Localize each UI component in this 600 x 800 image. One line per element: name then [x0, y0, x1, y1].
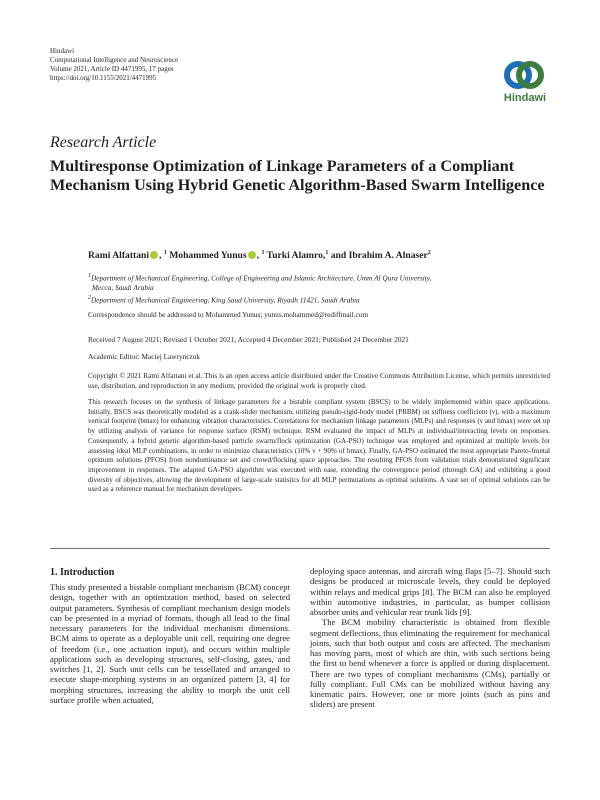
section-heading: 1. Introduction — [50, 567, 115, 578]
article-type: Research Article — [50, 134, 157, 151]
divider — [50, 548, 550, 549]
abstract: This research focuses on the synthesis of linkage parameters for a bistable compliant system (BSCS) to be widely implemented within space applications. Initially, BSCS was theoretically modeled as a crank-slider mechanism, utilizing pseudo-rigid-body model (PRBM) on stiffness coefficient (ν), with a maximum vertical footprint (bmax) for enhancing vibration characteristics. Correlations for mechanism linkage parameters (MLPs) and responses (ν and bmax) were set up by utilizing analysis of variance for response surface (RSM) technique. RSM evaluated the impact of MLPs at individual/interacting levels on responses. Consequently, a hybrid genetic algorithm-based particle swarm/flock optimization (GA-PSO) technique was employed and optimized at multiple levels for assessing ideal MLP combinations, in order to minimize characteristics (10% ν + 90% of bmax). Finally, GA-PSO estimated the most appropriate Pareto-frontal optimum solutions (PFOS) from nondominance set and crowd/flocking space approaches. The resulting PFOS from validation trials demonstrated significant improvement in responses. The adapted GA-PSO algorithm was executed with ease, extending the convergence period (through GA) and exhibiting a good diversity of objectives, allowing the development of large-scale statistics for all MLP permutations as optimal solutions. A vast set of optimal solutions can be used as a reference manual for mechanism developers. — [88, 398, 550, 494]
body-column-left — [50, 582, 290, 705]
copyright-notice: Copyright © 2021 Rami Alfattani et al. This is an open access article distributed under the Creative Commons Attribution License, which permits unrestricted use, distribution, and reproduction in any medium, provided the original work is properly cited. — [88, 371, 550, 390]
journal-name: Computational Intelligence and Neuroscience — [50, 56, 179, 64]
author-name: Mohammed Yunus — [169, 250, 247, 262]
author-name: Rami Alfattani — [88, 250, 150, 262]
paragraph: This study presented a bistable compliant mechanism (BCM) concept design, together with an optimization method, based on selected output parameters. Synthesis of compliant mechanism design models can be presented in a myriad of formats, though all lead to the final necessary parameters for the individual mechanism dimensions. BCM aims to operate as a deployable unit cell, requiring one degree of freedom (i.e., one actuation input), and occurs within multiple applications such as developing structures, self-closing, gates, and switches [1, 2]. Such unit cells can be tessellated and arranged to execute shape-morphing systems in an organized pattern [3, 4] for morphing structures, increasing the ability to morph the unit cell surface profile when actuated, — [50, 582, 290, 705]
affiliations: $^1$Department of Mechanical Engineering, College of Engineering and Islamic Architecture, Umm Al Qura University, Mecca, Saudi Arabia $^2$Department of Mechanical Engineering, King Saud University, Riyadh 11421, Saudi Arabia — [88, 271, 558, 306]
journal-header — [50, 47, 178, 83]
author-name: Ibrahim A. Alnaser — [348, 250, 428, 262]
orcid-icon[interactable] — [248, 251, 256, 259]
author-list: Rami Alfattani , $^1$ Mohammed Yunus , $^1$ Turki Alamro,$^1$ and Ibrahim A. Alnaser$^2$ — [88, 250, 431, 262]
orcid-icon[interactable] — [150, 251, 158, 259]
hindawi-logo-text: Hindawi — [503, 92, 547, 104]
publisher-name: Hindawi — [50, 47, 75, 55]
paragraph: deploying space antennas, and aircraft wing flaps [5–7]. Should such designs be produced at microscale levels, they could be deployed within relays and medical grips [8]. The BCM can also be employed within automotive industries, in particular, as bumper collision absorber units and vehicular rear trunk lids [9]. — [310, 566, 550, 617]
paragraph: The BCM mobility characteristic is obtained from flexible segment deflections, thus eliminating the requirement for mechanical joints, such that both output and costs are affected. The mechanism has moving parts, most of which are thin, with such sections being the first to bend whenever a force is applied or during displacement. There are two types of compliant mechanisms (CMs), partially or fully compliant. Full CMs can be mobilized without having any kinematic pairs. However, one or more joints (such as pins and sliders) are present — [310, 617, 550, 710]
author-name: Turki Alamro, — [266, 250, 326, 262]
affiliation-text: Department of Mechanical Engineering, King Saud University, Riyadh 11421, Saudi Arabia — [91, 295, 360, 305]
body-column-right — [310, 566, 550, 710]
affiliation-text: Mecca, Saudi Arabia — [92, 283, 154, 293]
academic-editor: Academic Editor: Maciej Lawrynczuk — [88, 352, 201, 361]
article-dates: Received 7 August 2021; Revised 1 October 2021; Accepted 4 December 2021; Published 24 December 2021 — [88, 335, 409, 344]
affiliation-text: Department of Mechanical Engineering, College of Engineering and Islamic Architecture, Umm Al Qura University, — [91, 273, 432, 283]
correspondence: Correspondence should be addressed to Mohammed Yunus; yunus.mohammed@rediffmail.com — [88, 310, 369, 319]
volume-info: Volume 2021, Article ID 4471995, 17 pages — [50, 65, 174, 73]
article-title: Multiresponse Optimization of Linkage Parameters of a Compliant Mechanism Using Hybrid Genetic Algorithm-Based Swarm Intelligence — [50, 157, 545, 194]
doi-link[interactable]: https://doi.org/10.1155/2021/4471995 — [50, 74, 157, 82]
